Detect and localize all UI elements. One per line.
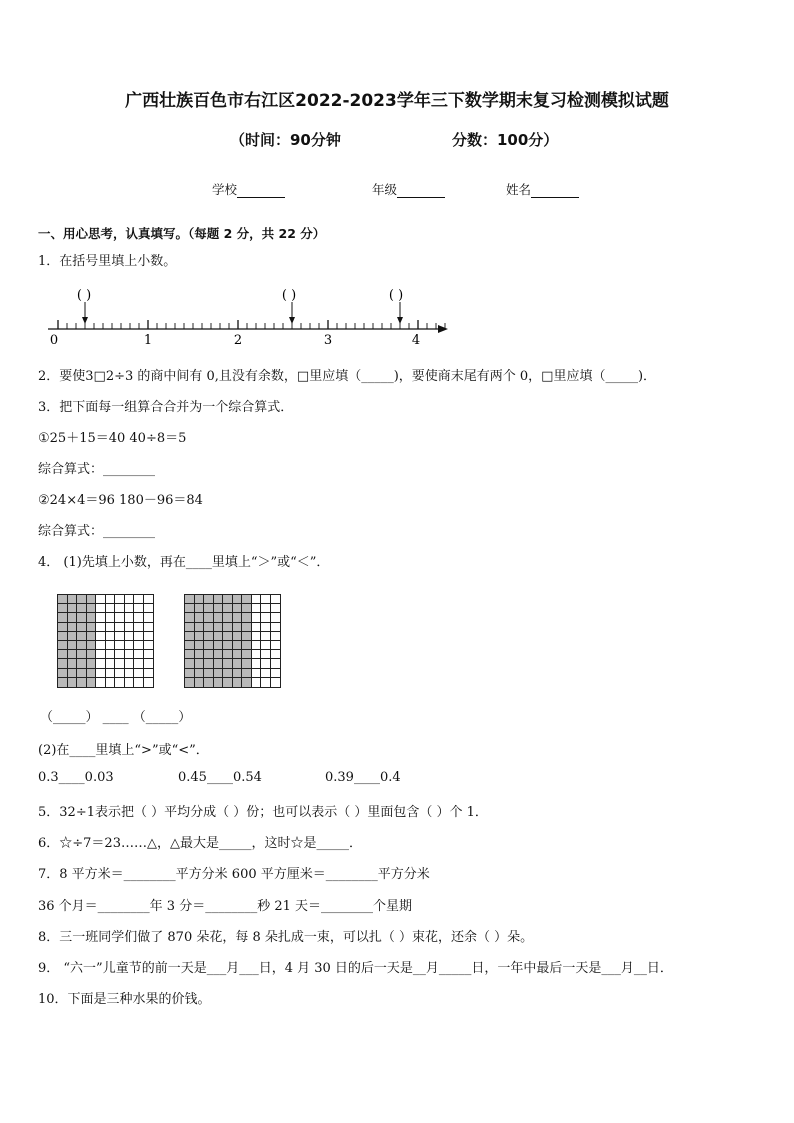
grid-cell — [233, 604, 243, 613]
grid-cell — [185, 669, 195, 678]
question-4-fill[interactable]: （_____） ____ （_____） — [40, 710, 192, 725]
question-5: 5．32÷1表示把（ ）平均分成（ ）份；也可以表示（ ）里面包含（ ）个 1． — [38, 805, 488, 820]
grid-cell — [115, 641, 125, 650]
question-6: 6．☆÷7＝23……△，△最大是_____，这时☆是_____． — [38, 836, 362, 851]
name-field[interactable] — [506, 180, 579, 198]
grid-cell — [77, 595, 87, 604]
grid-cell — [134, 613, 144, 622]
grid-cell — [144, 659, 154, 668]
grid-cell — [106, 669, 116, 678]
grid-cell — [125, 669, 135, 678]
tick-label-4: 4 — [411, 333, 421, 348]
grid-cell — [115, 604, 125, 613]
grid-cell — [223, 650, 233, 659]
grid-cell — [77, 641, 87, 650]
grid-cell — [77, 613, 87, 622]
grid-cell — [144, 604, 154, 613]
grid-cell — [115, 659, 125, 668]
grid-cell — [195, 613, 205, 622]
grid-cell — [233, 641, 243, 650]
grid-cell — [195, 604, 205, 613]
grid-cell — [87, 613, 97, 622]
grid-cell — [261, 641, 271, 650]
answer-bracket-3: ( ) — [388, 288, 404, 303]
grid-cell — [204, 613, 214, 622]
grid-cell — [223, 632, 233, 641]
grid-cell — [271, 678, 281, 687]
grid-cell — [185, 641, 195, 650]
grid-cell — [68, 632, 78, 641]
grid-cell — [115, 623, 125, 632]
grid-cell — [214, 641, 224, 650]
grid-cell — [252, 604, 262, 613]
name-label: 姓名 — [506, 182, 532, 197]
grid-cell — [204, 669, 214, 678]
grid-cell — [271, 650, 281, 659]
grid-cell — [68, 604, 78, 613]
grid-cell — [68, 595, 78, 604]
grid-cell — [106, 613, 116, 622]
grid-cell — [261, 659, 271, 668]
grid-cell — [96, 604, 106, 613]
question-3-answer-2[interactable]: 综合算式：________ — [38, 524, 156, 539]
grid-cell — [87, 623, 97, 632]
question-4: 4． (1)先填上小数，再在____里填上“＞”或“＜”． — [38, 555, 330, 570]
question-3-group-1: ①25＋15＝40 40÷8＝5 — [38, 431, 187, 446]
question-1: 1．在括号里填上小数。 — [38, 254, 177, 269]
grid-cell — [87, 678, 97, 687]
tick-label-1: 1 — [143, 333, 153, 348]
page-title: 广西壮族百色市右江区2022-2023学年三下数学期末复习检测模拟试题 — [125, 91, 669, 111]
section-heading: 一、用心思考，认真填写。（每题 2 分，共 22 分） — [38, 226, 326, 241]
grid-cell — [252, 595, 262, 604]
grid-cell — [106, 641, 116, 650]
grid-cell — [185, 623, 195, 632]
grid-cell — [106, 650, 116, 659]
grid-cell — [271, 632, 281, 641]
answer-bracket-2: ( ) — [281, 288, 297, 303]
grid-cell — [242, 650, 252, 659]
question-7-line-1: 7．8 平方米＝________平方分米 600 平方厘米＝________平方分米 — [38, 867, 430, 882]
grid-cell — [185, 595, 195, 604]
grid-cell — [58, 678, 68, 687]
grid-cell — [87, 595, 97, 604]
grid-cell — [134, 650, 144, 659]
grid-cell — [195, 678, 205, 687]
grid-cell — [214, 613, 224, 622]
grid-cell — [271, 623, 281, 632]
grid-cell — [125, 659, 135, 668]
grid-cell — [261, 632, 271, 641]
grid-cell — [223, 678, 233, 687]
grid-cell — [204, 595, 214, 604]
grid-cell — [144, 641, 154, 650]
grid-cell — [96, 650, 106, 659]
question-9: 9． “六一”儿童节的前一天是___月___日，4 月 30 日的后一天是__月_____日，一年中最后一天是___月__日． — [38, 961, 673, 976]
grid-cell — [261, 595, 271, 604]
grid-cell — [96, 632, 106, 641]
grid-cell — [185, 678, 195, 687]
grid-cell — [223, 623, 233, 632]
grid-cell — [233, 650, 243, 659]
grid-cell — [106, 604, 116, 613]
grid-cell — [77, 604, 87, 613]
grid-cell — [58, 669, 68, 678]
grid-cell — [144, 650, 154, 659]
grid-cell — [144, 632, 154, 641]
question-8: 8．三一班同学们做了 870 朵花，每 8 朵扎成一束，可以扎（ ）束花，还余（ ）朵。 — [38, 930, 534, 945]
grid-cell — [144, 613, 154, 622]
grid-cell — [242, 595, 252, 604]
grid-cell — [223, 659, 233, 668]
grid-cell — [125, 641, 135, 650]
grid-cell — [242, 678, 252, 687]
grid-cell — [134, 669, 144, 678]
grid-cell — [77, 632, 87, 641]
grid-cell — [242, 623, 252, 632]
hundred-grid-left — [57, 594, 154, 688]
grid-cell — [195, 641, 205, 650]
grid-cell — [195, 632, 205, 641]
grid-cell — [125, 613, 135, 622]
grid-cell — [134, 678, 144, 687]
grid-cell — [271, 604, 281, 613]
grid-cell — [144, 669, 154, 678]
grid-cell — [125, 650, 135, 659]
grid-cell — [252, 678, 262, 687]
grid-cell — [87, 659, 97, 668]
grid-cell — [261, 678, 271, 687]
grid-cell — [195, 669, 205, 678]
grid-cell — [261, 650, 271, 659]
grid-cell — [96, 669, 106, 678]
question-3-answer-1[interactable]: 综合算式：________ — [38, 462, 156, 477]
grid-cell — [77, 678, 87, 687]
grid-cell — [185, 632, 195, 641]
grid-cell — [58, 623, 68, 632]
grid-cell — [87, 650, 97, 659]
grid-cell — [261, 623, 271, 632]
grid-cell — [185, 659, 195, 668]
pointer-arrow-3 — [397, 302, 403, 324]
hundred-grid-right — [184, 594, 281, 688]
grid-cell — [77, 659, 87, 668]
grid-cell — [252, 659, 262, 668]
grid-cell — [68, 659, 78, 668]
grid-cell — [96, 641, 106, 650]
pointer-arrow-2 — [289, 302, 295, 324]
grid-cell — [106, 623, 116, 632]
question-3-group-2: ②24×4＝96 180－96＝84 — [38, 493, 203, 508]
grid-cell — [77, 669, 87, 678]
grid-cell — [58, 632, 68, 641]
grid-cell — [204, 650, 214, 659]
grid-cell — [223, 613, 233, 622]
compare-item-3[interactable]: 0.39____0.4 — [325, 770, 401, 785]
grid-cell — [195, 659, 205, 668]
grid-cell — [271, 669, 281, 678]
grid-cell — [204, 623, 214, 632]
grid-cell — [58, 604, 68, 613]
grid-cell — [223, 604, 233, 613]
answer-bracket-1: ( ) — [76, 288, 92, 303]
grid-cell — [252, 623, 262, 632]
grid-cell — [204, 678, 214, 687]
grid-cell — [204, 604, 214, 613]
grid-cell — [68, 613, 78, 622]
grid-cell — [214, 632, 224, 641]
grid-cell — [96, 613, 106, 622]
grid-cell — [261, 604, 271, 613]
grid-cell — [96, 595, 106, 604]
grid-cell — [223, 641, 233, 650]
grid-cell — [125, 678, 135, 687]
grid-cell — [242, 632, 252, 641]
grid-cell — [214, 659, 224, 668]
exam-score: 分数：100分） — [452, 131, 559, 149]
grid-cell — [115, 669, 125, 678]
grid-cell — [271, 641, 281, 650]
grid-cell — [252, 641, 262, 650]
grid-cell — [115, 650, 125, 659]
grid-cell — [185, 604, 195, 613]
tick-label-2: 2 — [233, 333, 243, 348]
grid-cell — [214, 595, 224, 604]
grid-cell — [242, 659, 252, 668]
grid-cell — [144, 595, 154, 604]
grid-cell — [58, 650, 68, 659]
grid-cell — [96, 623, 106, 632]
grid-cell — [58, 595, 68, 604]
grid-cell — [252, 613, 262, 622]
grid-cell — [204, 659, 214, 668]
grid-cell — [204, 632, 214, 641]
grid-cell — [87, 641, 97, 650]
grid-cell — [68, 669, 78, 678]
grid-cell — [233, 632, 243, 641]
pointer-arrow-1 — [82, 302, 88, 324]
grid-cell — [233, 623, 243, 632]
grid-cell — [106, 659, 116, 668]
grid-cell — [204, 641, 214, 650]
grid-cell — [134, 595, 144, 604]
grid-cell — [144, 623, 154, 632]
grid-cell — [252, 650, 262, 659]
grid-cell — [233, 613, 243, 622]
grid-cell — [214, 678, 224, 687]
grid-cell — [233, 669, 243, 678]
grid-cell — [252, 632, 262, 641]
grid-cell — [58, 613, 68, 622]
grade-field[interactable] — [372, 180, 445, 198]
grid-cell — [271, 613, 281, 622]
grid-cell — [68, 641, 78, 650]
grid-cell — [214, 604, 224, 613]
grid-cell — [271, 595, 281, 604]
grid-cell — [106, 632, 116, 641]
grid-cell — [261, 613, 271, 622]
grid-cell — [233, 659, 243, 668]
grid-cell — [214, 669, 224, 678]
grid-cell — [233, 595, 243, 604]
grid-cell — [223, 595, 233, 604]
grid-cell — [115, 632, 125, 641]
grid-cell — [134, 604, 144, 613]
grid-cell — [115, 595, 125, 604]
grid-cell — [233, 678, 243, 687]
grid-cell — [58, 641, 68, 650]
grid-cell — [115, 613, 125, 622]
grid-cell — [185, 613, 195, 622]
exam-time: （时间：90分钟 — [230, 131, 341, 149]
grid-cell — [125, 595, 135, 604]
compare-item-2[interactable]: 0.45____0.54 — [178, 770, 262, 785]
school-field[interactable] — [212, 180, 285, 198]
grid-cell — [134, 641, 144, 650]
question-2: 2．要使3□2÷3 的商中间有 0,且没有余数，□里应填（_____)，要使商末尾有两个 0，□里应填（_____)． — [38, 369, 657, 384]
question-10: 10．下面是三种水果的价钱。 — [38, 992, 211, 1007]
grid-cell — [125, 604, 135, 613]
grade-label: 年级 — [372, 182, 398, 197]
grid-cell — [271, 659, 281, 668]
grid-cell — [77, 650, 87, 659]
question-4-part-2: (2)在____里填上“>”或“<”． — [38, 743, 209, 758]
grid-cell — [195, 650, 205, 659]
tick-label-0: 0 — [49, 333, 59, 348]
number-line-arrowhead — [438, 325, 448, 333]
grid-cell — [214, 623, 224, 632]
grid-cell — [242, 604, 252, 613]
grid-cell — [185, 650, 195, 659]
grid-cell — [58, 659, 68, 668]
grid-cell — [68, 623, 78, 632]
grid-cell — [214, 650, 224, 659]
grid-cell — [195, 595, 205, 604]
grid-cell — [96, 659, 106, 668]
school-label: 学校 — [212, 182, 238, 197]
tick-label-3: 3 — [323, 333, 333, 348]
grid-cell — [223, 669, 233, 678]
grid-cell — [134, 659, 144, 668]
grid-cell — [106, 595, 116, 604]
question-3: 3．把下面每一组算合合并为一个综合算式． — [38, 400, 294, 415]
grid-cell — [134, 632, 144, 641]
grid-cell — [106, 678, 116, 687]
grid-cell — [115, 678, 125, 687]
grid-cell — [87, 604, 97, 613]
grid-cell — [252, 669, 262, 678]
grid-cell — [87, 632, 97, 641]
grid-cell — [87, 669, 97, 678]
grid-cell — [96, 678, 106, 687]
grid-cell — [242, 669, 252, 678]
grid-cell — [125, 623, 135, 632]
question-7-line-2: 36 个月＝________年 3 分＝________秒 21 天＝________个星期 — [38, 899, 413, 914]
number-line — [40, 282, 460, 350]
grid-cell — [68, 650, 78, 659]
grid-cell — [125, 632, 135, 641]
grid-cell — [195, 623, 205, 632]
grid-cell — [242, 641, 252, 650]
grid-cell — [134, 623, 144, 632]
grid-cell — [68, 678, 78, 687]
grid-cell — [144, 678, 154, 687]
compare-item-1[interactable]: 0.3____0.03 — [38, 770, 114, 785]
grid-cell — [261, 669, 271, 678]
grid-cell — [242, 613, 252, 622]
grid-cell — [77, 623, 87, 632]
